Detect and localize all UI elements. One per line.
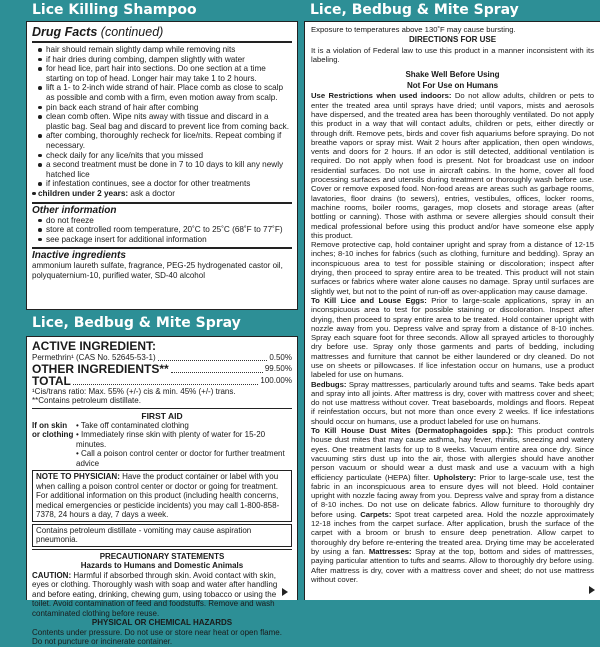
- dust-mites-label: To Kill House Dust Mites (Dermatophagoides spp.):: [311, 426, 514, 436]
- active-ingredient-panel: [26, 336, 298, 646]
- list-item: if infestation continues, see a doctor for other treatments: [32, 179, 292, 189]
- upholstery-label: Upholstery:: [433, 472, 477, 482]
- other-ingredients-pct: 99.50%: [264, 363, 292, 373]
- exposure-text: Exposure to temperatures above 130˚F may cause bursting.: [311, 25, 516, 34]
- directions-title: DIRECTIONS FOR USE: [408, 35, 497, 45]
- mattresses-text: Spray at the top, bottom and sides of mattresses, paying particular attention to tufts and seams. Allow to thoroughly dry before using. After mattress is dry, cover with a mattress cover and sheet; do not use mattress without cover.: [311, 546, 594, 584]
- list-item: a second treatment must be done in 7 to 10 days to kill any newly hatched lice: [32, 160, 292, 179]
- restrictions-label: Use Restrictions when used indoors:: [311, 91, 452, 101]
- bedbugs-text: Spray mattresses, particularly around tufts and seams. Take beds apart and spray into all joints. After mattress is dry, cover with mattress cover and sheet; do not use mattress without cover. Treat baseboards, moldings and floors. Repeat if reinfestation occurs, but not more than once every 2 weeks. If lice infestations should occur on humans, use a product labeled for use on humans.: [311, 379, 594, 426]
- restrictions-text: Do not allow adults, children or pets to enter the treated area until sprays have dried; until vapors, mists and aerosols have dispersed, and the treated area has been thoroughly ventilated. Do not apply this product in a way that will contact adults, children or pets, either directly or through drift. Remove pets, birds and cover fish aquariums before spraying. Do not breathe vapors or spray mist. Wait 2 hours after application, then open windows, vents and doors for 2 hours. If an odor is still detected, additional ventilation is required. Do not apply when food is present. Not for broadcast use on indoor residential surfaces. Do not use in aircraft cabins. In the home, cover all food processing surfaces and utensils during treatment or thoroughly wash before use. Cover or remove exposed food. Non-food areas are areas such as garbage rooms, lavatories, floor drains (to sewers), entries, vestibules, offices, locker rooms, machine rooms, boiler rooms, garages, mop closets and storage areas (after bottling or canning). Those with asthma or severe allergies should consult their medical professional before using this product and/or have someone else apply this product.: [311, 91, 594, 240]
- list-item: after combing, thoroughly recheck for lice/nits. Repeat combing if necessary.: [32, 131, 292, 150]
- directions-panel: [304, 21, 600, 600]
- list-item: • Call a poison control center or doctor for further treatment advice: [76, 449, 292, 468]
- remove-cap-text: Remove protective cap, hold container upright and spray from a distance of 12-15 inches; 8-10 inches for fabrics (such as clothing, furniture and bedding). Spray an inconspicuous area to test for possible staining or discoloration; inspect after drying, then proceed to spray entire area to be treated. This product will not stain surfaces or fabrics where water alone causes no damage. Spray until surfaces are slightly wet, but not to the point of run-off as over-application may cause damage.: [311, 240, 594, 296]
- caution-label: CAUTION:: [32, 570, 72, 580]
- continue-arrow-icon: [589, 586, 595, 594]
- dust-mites-text: This product controls house dust mites that may cause asthma, hay fever, rhinitis, sneezing and watery eyes. One treatment lasts for up to 8 weeks. Vacuum entire area once dry. Since vacuuming stirs dust up into the air, those with allergies should have another person vacuum or should wear a dust mask and use a vacuum with a high efficiency particulate (HEPA) filter.: [311, 426, 595, 482]
- left-column: [26, 0, 298, 646]
- list-item: if hair dries during combing, dampen slightly with water: [32, 55, 292, 65]
- list-item: for head lice, part hair into sections. Do one section at a time starting on top of head. Longer hair may take 1 to 2 hours.: [32, 64, 292, 83]
- bedbugs-paragraph: [311, 380, 594, 426]
- first-aid-row: [32, 421, 292, 469]
- directions-list: [32, 45, 292, 199]
- drug-facts-title-text: Drug Facts: [32, 25, 98, 39]
- list-item: clean comb often. Wipe nits away with tissue and discard in a plastic bag. Seal bag and discard to prevent lice from coming back.: [32, 112, 292, 131]
- note-label: NOTE TO PHYSICIAN:: [36, 472, 120, 481]
- list-item: see package insert for additional information: [32, 235, 292, 245]
- divider: [32, 408, 292, 409]
- petroleum-note: **Contains petroleum distillate.: [32, 396, 141, 405]
- physical-title: PHYSICAL OR CHEMICAL HAZARDS: [91, 618, 233, 627]
- dust-mites-paragraph: [311, 426, 594, 584]
- note-to-physician: [32, 470, 292, 522]
- list-item: store at controlled room temperature, 20˚C to 25˚C (68˚F to 77˚F): [32, 225, 292, 235]
- restrictions-paragraph: [311, 91, 594, 240]
- total-label: TOTAL: [32, 373, 71, 388]
- permethrin-pct: 0.50%: [269, 353, 292, 362]
- spray-header-left: Lice, Bedbug & Mite Spray: [32, 315, 241, 331]
- other-info-title: Other information: [32, 202, 292, 216]
- first-aid-title: FIRST AID: [141, 410, 183, 421]
- note-text: Have the product container or label with you when calling a poison control center or doctor or going for treatment. For additional information on this product (including health concerns, medical emergencies or pesticide incidents) you may call 1-800-858-7378, 24 hours a day, 7 days a week.: [36, 472, 280, 519]
- first-aid-items: [76, 421, 292, 469]
- leader-dots: [158, 353, 268, 361]
- children-label: children under 2 years:: [38, 188, 129, 198]
- list-item: • Immediately rinse skin with plenty of water for 15-20 minutes.: [76, 430, 292, 449]
- total-pct: 100.00%: [260, 375, 292, 385]
- violation-text: It is a violation of Federal law to use this product in a manner inconsistent with its labeling.: [311, 45, 594, 65]
- drug-facts-continued: (continued): [100, 25, 164, 39]
- permethrin-label: Permethrin¹ (CAS No. 52645-53-1): [32, 353, 156, 362]
- upholstery-text: Prior to large-scale use, test the fabric in an inconspicuous area to ensure dyes will not bleed. Hold container upright with nozzle facing away from you. Depress valve and spray from a distance of 8-10 inches. Do not use on delicate fabrics. Allow furniture to thoroughly dry before using.: [311, 472, 595, 519]
- children-text: ask a doctor: [130, 188, 175, 198]
- carpets-text: Spot treat carpeted area. Hold the nozzle approximately 12-18 inches from the carpet surface. After application, brush the surface of the carpet with a broom or brush to ensure deep penetration. Allow carpet to thoroughly dry before re-entering the treated area. Drying time may be accelerated by using a fan.: [311, 509, 595, 556]
- list-item: lift a 1- to 2-inch wide strand of hair. Place comb as close to scalp as possible and comb with a firm, even motion away from scalp.: [32, 83, 292, 102]
- vomiting-warning: Contains petroleum distillate - vomiting may cause aspiration pneumonia.: [32, 524, 292, 547]
- list-item: pin back each strand of hair after combing: [32, 103, 292, 113]
- other-ingredients-label: OTHER INGREDIENTS**: [32, 361, 169, 376]
- inactive-text: ammonium laureth sulfate, fragrance, PEG-25 hydrogenated castor oil, polyquaternium-10, purified water, SD-40 alcohol: [32, 261, 283, 280]
- list-item: check daily for any lice/nits that you missed: [32, 151, 292, 161]
- lice-eggs-label: To Kill Lice and Louse Eggs:: [311, 295, 427, 305]
- cis-trans-note: ¹Cis/trans ratio: Max. 55% (+/-) cis & min. 45% (+/-) trans.: [32, 386, 236, 396]
- first-aid-label: If on skin or clothing: [32, 420, 74, 439]
- list-item: • Take off contaminated clothing: [76, 421, 292, 431]
- hazards-title: Hazards to Humans and Domestic Animals: [80, 561, 244, 570]
- divider: [32, 549, 292, 550]
- inactive-title: Inactive ingredients: [32, 247, 292, 261]
- other-ingredients-row: [32, 363, 292, 375]
- shampoo-header: Lice Killing Shampoo: [32, 2, 197, 18]
- drug-facts-panel: [26, 21, 298, 310]
- mattresses-label: Mattresses:: [368, 546, 412, 556]
- caution-text: Harmful if absorbed through skin. Avoid contact with skin, eyes or clothing. Thoroughly wash with soap and water after handling and before eating, drinking, chewing gum, using tobacco or using the toilet. Avoid contamination of feed and foodstuffs. Remove and wash contaminated clothing before reuse.: [32, 570, 278, 618]
- physical-text: Contents under pressure. Do not use or store near heat or open flame. Do not puncture or incinerate container.: [32, 627, 282, 646]
- carpets-label: Carpets:: [360, 509, 392, 519]
- total-row: [32, 375, 292, 387]
- children-item: [32, 189, 292, 199]
- leader-dots: [73, 375, 259, 385]
- list-item: do not freeze: [32, 216, 292, 226]
- shake-title: Shake Well Before Using: [405, 70, 500, 80]
- lice-eggs-text: Prior to large-scale applications, spray in an inconspicuous area to test for possible staining or discoloration. Inspect after drying, then proceed to spray entire area to be treated. Hold container upright with nozzle away from you. Depress valve and spray from a distance of 8-10 inches. Spray each square foot for three seconds. Allow all sprayed articles to thoroughly dry before use. Spray only those garments and parts of bedding, including mattresses and furniture that cannot be either laundered or dry cleaned. Do not use on sheets or pillowcases. If lice infestation occur on humans, use a product labeled for use on humans.: [311, 295, 594, 380]
- leader-dots: [171, 363, 263, 373]
- right-column: [304, 0, 600, 600]
- other-info-list: [32, 216, 292, 245]
- caution-paragraph: [32, 571, 292, 619]
- not-for-humans-title: Not For Use on Humans: [406, 80, 499, 90]
- lice-eggs-paragraph: [311, 296, 594, 380]
- bedbugs-label: Bedbugs:: [311, 379, 347, 389]
- continue-arrow-icon: [282, 588, 288, 596]
- active-ingredient-title: ACTIVE INGREDIENT:: [32, 339, 157, 353]
- list-item: hair should remain slightly damp while removing nits: [32, 45, 292, 55]
- directions-text: [311, 25, 594, 584]
- spray-header-right: Lice, Bedbug & Mite Spray: [310, 2, 519, 18]
- drug-facts-title: [32, 25, 292, 43]
- precaution-title: PRECAUTIONARY STATEMENTS: [99, 551, 225, 561]
